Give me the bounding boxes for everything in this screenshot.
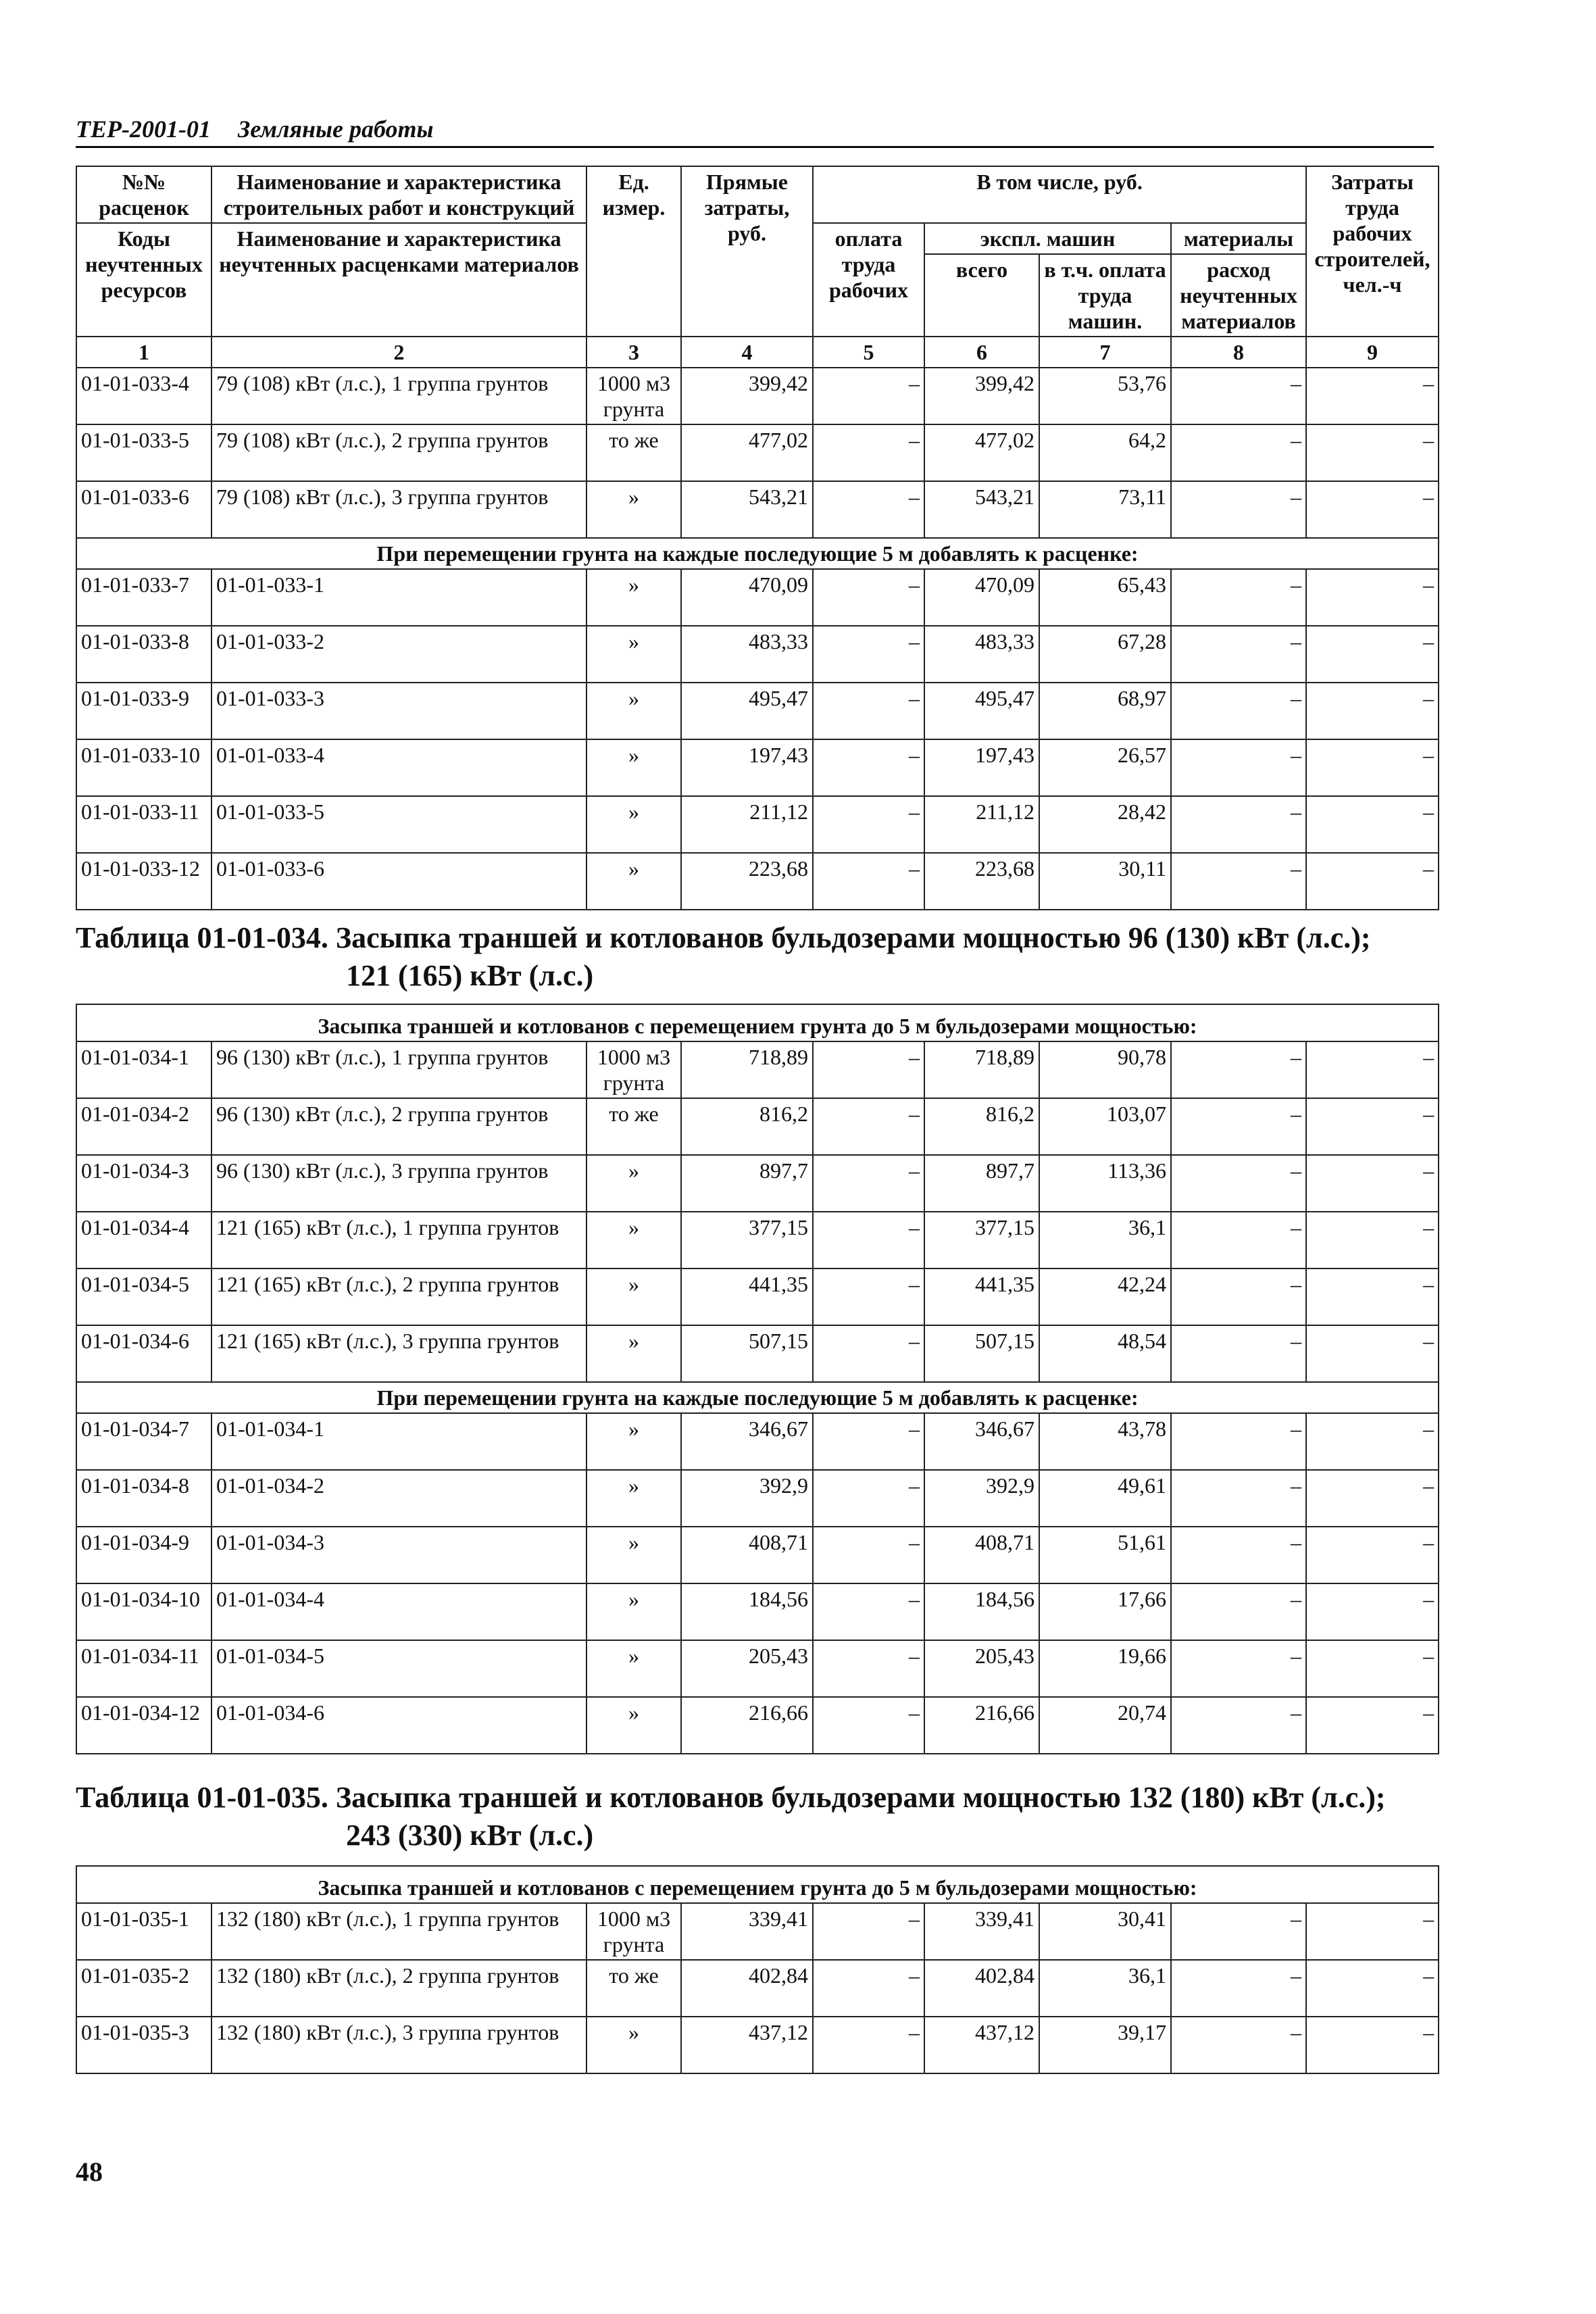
col9-header: Затраты труда рабочих строителей, чел.-ч xyxy=(1306,166,1439,337)
direct-cost: 216,66 xyxy=(681,1697,813,1754)
rate-code: 01-01-034-6 xyxy=(76,1325,211,1382)
worker-wages: – xyxy=(813,1041,924,1098)
table-034-caption xyxy=(76,919,1438,995)
labor-cost: – xyxy=(1306,1960,1439,2017)
worker-wages: – xyxy=(813,368,924,424)
table-row xyxy=(76,683,1439,739)
rate-code: 01-01-034-9 xyxy=(76,1527,211,1583)
col2-bottom-header: Наименование и характеристика неучтенных расценками материалов xyxy=(211,223,587,337)
unaccounted-materials: – xyxy=(1171,1041,1306,1098)
table-row xyxy=(76,739,1439,796)
table-row xyxy=(76,1583,1439,1640)
labor-cost: – xyxy=(1306,368,1439,424)
work-name: 79 (108) кВт (л.с.), 1 группа грунтов xyxy=(211,368,587,424)
direct-cost: 441,35 xyxy=(681,1269,813,1325)
machine-operator-wages: 73,11 xyxy=(1039,481,1171,538)
unaccounted-materials: – xyxy=(1171,1697,1306,1754)
direct-cost: 402,84 xyxy=(681,1960,813,2017)
machine-cost-total: 437,12 xyxy=(924,2017,1039,2073)
work-name: 96 (130) кВт (л.с.), 1 группа грунтов xyxy=(211,1041,587,1098)
unit-of-measure: » xyxy=(587,569,681,626)
machine-operator-wages: 30,11 xyxy=(1039,853,1171,910)
unaccounted-materials: – xyxy=(1171,1325,1306,1382)
rate-code: 01-01-034-4 xyxy=(76,1212,211,1269)
section-heading: Засыпка траншей и котлованов с перемещением грунта до 5 м бульдозерами мощностью: xyxy=(76,1004,1439,1041)
table-row xyxy=(76,1269,1439,1325)
table-row xyxy=(76,796,1439,853)
table-row xyxy=(76,569,1439,626)
machine-operator-wages: 103,07 xyxy=(1039,1098,1171,1155)
machine-operator-wages: 26,57 xyxy=(1039,739,1171,796)
machine-cost-total: 205,43 xyxy=(924,1640,1039,1697)
table-row xyxy=(76,1960,1439,2017)
caption-line-1: Таблица 01-01-035. Засыпка траншей и котлованов бульдозерами мощностью 132 (180) кВт (л.с.); xyxy=(76,1781,1386,1814)
col8-header: расход неучтенных материалов xyxy=(1171,254,1306,337)
work-name: 01-01-034-4 xyxy=(211,1583,587,1640)
column-number: 6 xyxy=(924,337,1039,368)
rate-code: 01-01-033-6 xyxy=(76,481,211,538)
work-name: 01-01-033-5 xyxy=(211,796,587,853)
labor-cost: – xyxy=(1306,739,1439,796)
worker-wages: – xyxy=(813,1212,924,1269)
work-name: 01-01-034-3 xyxy=(211,1527,587,1583)
machine-cost-total: 718,89 xyxy=(924,1041,1039,1098)
unit-of-measure: » xyxy=(587,1325,681,1382)
document-section-title: Земляные работы xyxy=(237,116,434,143)
column-number-row xyxy=(76,337,1439,368)
labor-cost: – xyxy=(1306,1155,1439,1212)
column-number: 9 xyxy=(1306,337,1439,368)
work-name: 132 (180) кВт (л.с.), 3 группа грунтов xyxy=(211,2017,587,2073)
worker-wages: – xyxy=(813,1527,924,1583)
worker-wages: – xyxy=(813,853,924,910)
rates-table-034 xyxy=(76,1004,1439,1754)
machine-cost-total: 408,71 xyxy=(924,1527,1039,1583)
col7-header: в т.ч. оплата труда машин. xyxy=(1039,254,1171,337)
work-name: 121 (165) кВт (л.с.), 3 группа грунтов xyxy=(211,1325,587,1382)
unit-of-measure: » xyxy=(587,853,681,910)
table-row xyxy=(76,1470,1439,1527)
worker-wages: – xyxy=(813,1098,924,1155)
labor-cost: – xyxy=(1306,853,1439,910)
unit-of-measure: то же xyxy=(587,1960,681,2017)
table-row xyxy=(76,1413,1439,1470)
machine-cost-total: 477,02 xyxy=(924,424,1039,481)
unit-of-measure: » xyxy=(587,1583,681,1640)
unaccounted-materials: – xyxy=(1171,1413,1306,1470)
machine-operator-wages: 68,97 xyxy=(1039,683,1171,739)
unaccounted-materials: – xyxy=(1171,1903,1306,1960)
rate-code: 01-01-034-3 xyxy=(76,1155,211,1212)
direct-cost: 184,56 xyxy=(681,1583,813,1640)
machine-cost-total: 377,15 xyxy=(924,1212,1039,1269)
worker-wages: – xyxy=(813,2017,924,2073)
rate-code: 01-01-035-1 xyxy=(76,1903,211,1960)
work-name: 96 (130) кВт (л.с.), 2 группа грунтов xyxy=(211,1098,587,1155)
direct-cost: 346,67 xyxy=(681,1413,813,1470)
unit-of-measure: то же xyxy=(587,1098,681,1155)
worker-wages: – xyxy=(813,1155,924,1212)
machine-cost-total: 216,66 xyxy=(924,1697,1039,1754)
direct-cost: 483,33 xyxy=(681,626,813,683)
unaccounted-materials: – xyxy=(1171,683,1306,739)
machine-cost-total: 816,2 xyxy=(924,1098,1039,1155)
col1-top-header: №№ расценок xyxy=(76,166,211,223)
unaccounted-materials: – xyxy=(1171,481,1306,538)
rates-table-035 xyxy=(76,1865,1439,2074)
work-name: 01-01-033-1 xyxy=(211,569,587,626)
unit-of-measure: » xyxy=(587,626,681,683)
labor-cost: – xyxy=(1306,1527,1439,1583)
machine-cost-total: 483,33 xyxy=(924,626,1039,683)
unaccounted-materials: – xyxy=(1171,2017,1306,2073)
unaccounted-materials: – xyxy=(1171,368,1306,424)
work-name: 132 (180) кВт (л.с.), 1 группа грунтов xyxy=(211,1903,587,1960)
rate-code: 01-01-033-4 xyxy=(76,368,211,424)
table-row xyxy=(76,1640,1439,1697)
direct-cost: 543,21 xyxy=(681,481,813,538)
direct-cost: 392,9 xyxy=(681,1470,813,1527)
direct-cost: 437,12 xyxy=(681,2017,813,2073)
work-name: 01-01-034-2 xyxy=(211,1470,587,1527)
direct-cost: 816,2 xyxy=(681,1098,813,1155)
direct-cost: 211,12 xyxy=(681,796,813,853)
labor-cost: – xyxy=(1306,1903,1439,1960)
column-number: 1 xyxy=(76,337,211,368)
direct-cost: 495,47 xyxy=(681,683,813,739)
machine-operator-wages: 90,78 xyxy=(1039,1041,1171,1098)
direct-cost: 197,43 xyxy=(681,739,813,796)
direct-cost: 205,43 xyxy=(681,1640,813,1697)
rates-table-033 xyxy=(76,166,1439,910)
worker-wages: – xyxy=(813,796,924,853)
rate-code: 01-01-034-10 xyxy=(76,1583,211,1640)
machine-cost-total: 897,7 xyxy=(924,1155,1039,1212)
unit-of-measure: » xyxy=(587,683,681,739)
table-row xyxy=(76,1212,1439,1269)
unit-of-measure: » xyxy=(587,1155,681,1212)
machine-operator-wages: 53,76 xyxy=(1039,368,1171,424)
direct-cost: 399,42 xyxy=(681,368,813,424)
work-name: 01-01-034-5 xyxy=(211,1640,587,1697)
materials-header: материалы xyxy=(1171,223,1306,254)
work-name: 132 (180) кВт (л.с.), 2 группа грунтов xyxy=(211,1960,587,2017)
machine-cost-total: 223,68 xyxy=(924,853,1039,910)
unaccounted-materials: – xyxy=(1171,1098,1306,1155)
rate-code: 01-01-034-5 xyxy=(76,1269,211,1325)
machine-operator-wages: 65,43 xyxy=(1039,569,1171,626)
unaccounted-materials: – xyxy=(1171,424,1306,481)
machine-operator-wages: 17,66 xyxy=(1039,1583,1171,1640)
work-name: 96 (130) кВт (л.с.), 3 группа грунтов xyxy=(211,1155,587,1212)
col5-header: оплата труда рабочих xyxy=(813,223,924,337)
worker-wages: – xyxy=(813,424,924,481)
machine-operator-wages: 64,2 xyxy=(1039,424,1171,481)
unaccounted-materials: – xyxy=(1171,1212,1306,1269)
unaccounted-materials: – xyxy=(1171,626,1306,683)
unit-of-measure: » xyxy=(587,1470,681,1527)
table-row xyxy=(76,1697,1439,1754)
table-row xyxy=(76,1155,1439,1212)
direct-cost: 718,89 xyxy=(681,1041,813,1098)
machine-cost-total: 507,15 xyxy=(924,1325,1039,1382)
unit-of-measure: » xyxy=(587,796,681,853)
table-row xyxy=(76,1098,1439,1155)
col6-header: всего xyxy=(924,254,1039,337)
direct-cost: 477,02 xyxy=(681,424,813,481)
machine-cost-total: 402,84 xyxy=(924,1960,1039,2017)
work-name: 01-01-033-6 xyxy=(211,853,587,910)
unaccounted-materials: – xyxy=(1171,1527,1306,1583)
unit-of-measure: » xyxy=(587,1640,681,1697)
table-035-caption xyxy=(76,1779,1438,1854)
worker-wages: – xyxy=(813,1583,924,1640)
labor-cost: – xyxy=(1306,1583,1439,1640)
machine-operator-wages: 49,61 xyxy=(1039,1470,1171,1527)
machine-cost-total: 211,12 xyxy=(924,796,1039,853)
direct-cost: 223,68 xyxy=(681,853,813,910)
labor-cost: – xyxy=(1306,1697,1439,1754)
labor-cost: – xyxy=(1306,683,1439,739)
page-number: 48 xyxy=(76,2157,103,2187)
labor-cost: – xyxy=(1306,796,1439,853)
caption-line-1: Таблица 01-01-034. Засыпка траншей и котлованов бульдозерами мощностью 96 (130) кВт (л.с.); xyxy=(76,921,1371,954)
machine-operator-wages: 51,61 xyxy=(1039,1527,1171,1583)
unit-of-measure: » xyxy=(587,1527,681,1583)
worker-wages: – xyxy=(813,1325,924,1382)
machine-operator-wages: 28,42 xyxy=(1039,796,1171,853)
machine-operator-wages: 36,1 xyxy=(1039,1212,1171,1269)
direct-cost: 339,41 xyxy=(681,1903,813,1960)
machine-cost-total: 392,9 xyxy=(924,1470,1039,1527)
labor-cost: – xyxy=(1306,1098,1439,1155)
unit-of-measure: » xyxy=(587,1212,681,1269)
labor-cost: – xyxy=(1306,569,1439,626)
col4-header: Прямые затраты, руб. xyxy=(681,166,813,337)
worker-wages: – xyxy=(813,739,924,796)
machine-operator-wages: 67,28 xyxy=(1039,626,1171,683)
worker-wages: – xyxy=(813,481,924,538)
col2-top-header: Наименование и характеристика строительных работ и конструкций xyxy=(211,166,587,223)
labor-cost: – xyxy=(1306,1325,1439,1382)
rate-code: 01-01-033-9 xyxy=(76,683,211,739)
machine-operator-wages: 39,17 xyxy=(1039,2017,1171,2073)
unaccounted-materials: – xyxy=(1171,1269,1306,1325)
direct-cost: 507,15 xyxy=(681,1325,813,1382)
group-header: В том числе, руб. xyxy=(813,166,1306,223)
rate-code: 01-01-034-7 xyxy=(76,1413,211,1470)
work-name: 01-01-033-2 xyxy=(211,626,587,683)
column-number: 7 xyxy=(1039,337,1171,368)
unaccounted-materials: – xyxy=(1171,739,1306,796)
worker-wages: – xyxy=(813,626,924,683)
unaccounted-materials: – xyxy=(1171,1640,1306,1697)
unit-of-measure: 1000 м3 грунта xyxy=(587,1041,681,1098)
direct-cost: 897,7 xyxy=(681,1155,813,1212)
table-row xyxy=(76,853,1439,910)
machine-operator-wages: 43,78 xyxy=(1039,1413,1171,1470)
column-number: 2 xyxy=(211,337,587,368)
col3-header: Ед. измер. xyxy=(587,166,681,337)
unaccounted-materials: – xyxy=(1171,569,1306,626)
unaccounted-materials: – xyxy=(1171,1470,1306,1527)
worker-wages: – xyxy=(813,569,924,626)
column-number: 5 xyxy=(813,337,924,368)
labor-cost: – xyxy=(1306,1041,1439,1098)
table-row xyxy=(76,1041,1439,1098)
unaccounted-materials: – xyxy=(1171,1155,1306,1212)
unit-of-measure: то же xyxy=(587,424,681,481)
unaccounted-materials: – xyxy=(1171,1583,1306,1640)
rate-code: 01-01-033-11 xyxy=(76,796,211,853)
labor-cost: – xyxy=(1306,1640,1439,1697)
rate-code: 01-01-033-8 xyxy=(76,626,211,683)
machine-operator-wages: 36,1 xyxy=(1039,1960,1171,2017)
direct-cost: 408,71 xyxy=(681,1527,813,1583)
table-row xyxy=(76,481,1439,538)
unit-of-measure: 1000 м3 грунта xyxy=(587,368,681,424)
column-number: 8 xyxy=(1171,337,1306,368)
labor-cost: – xyxy=(1306,424,1439,481)
labor-cost: – xyxy=(1306,1212,1439,1269)
col1-bottom-header: Коды неучтенных ресурсов xyxy=(76,223,211,337)
add-per-5m-note: При перемещении грунта на каждые последующие 5 м добавлять к расценке: xyxy=(76,1382,1439,1413)
rate-code: 01-01-033-7 xyxy=(76,569,211,626)
worker-wages: – xyxy=(813,1903,924,1960)
machine-cost-total: 470,09 xyxy=(924,569,1039,626)
document-code: ТЕР-2001-01 xyxy=(76,116,211,143)
machine-operator-wages: 113,36 xyxy=(1039,1155,1171,1212)
table-row xyxy=(76,2017,1439,2073)
add-per-5m-note: При перемещении грунта на каждые последующие 5 м добавлять к расценке: xyxy=(76,538,1439,569)
unit-of-measure: 1000 м3 грунта xyxy=(587,1903,681,1960)
worker-wages: – xyxy=(813,1697,924,1754)
column-number: 3 xyxy=(587,337,681,368)
labor-cost: – xyxy=(1306,481,1439,538)
worker-wages: – xyxy=(813,1470,924,1527)
caption-line-2: 121 (165) кВт (л.с.) xyxy=(346,959,594,992)
worker-wages: – xyxy=(813,1269,924,1325)
machine-cost-total: 495,47 xyxy=(924,683,1039,739)
machine-cost-total: 197,43 xyxy=(924,739,1039,796)
unit-of-measure: » xyxy=(587,1697,681,1754)
work-name: 79 (108) кВт (л.с.), 3 группа грунтов xyxy=(211,481,587,538)
table-row xyxy=(76,424,1439,481)
table-row xyxy=(76,368,1439,424)
work-name: 01-01-034-1 xyxy=(211,1413,587,1470)
machine-cost-total: 339,41 xyxy=(924,1903,1039,1960)
table-row xyxy=(76,1325,1439,1382)
work-name: 121 (165) кВт (л.с.), 2 группа грунтов xyxy=(211,1269,587,1325)
unaccounted-materials: – xyxy=(1171,853,1306,910)
labor-cost: – xyxy=(1306,626,1439,683)
labor-cost: – xyxy=(1306,1470,1439,1527)
rate-code: 01-01-034-11 xyxy=(76,1640,211,1697)
table-row xyxy=(76,626,1439,683)
work-name: 01-01-033-4 xyxy=(211,739,587,796)
rate-code: 01-01-034-8 xyxy=(76,1470,211,1527)
unit-of-measure: » xyxy=(587,481,681,538)
machine-operator-wages: 19,66 xyxy=(1039,1640,1171,1697)
rate-code: 01-01-034-12 xyxy=(76,1697,211,1754)
labor-cost: – xyxy=(1306,2017,1439,2073)
worker-wages: – xyxy=(813,1960,924,2017)
rate-code: 01-01-035-2 xyxy=(76,1960,211,2017)
machine-operator-wages: 30,41 xyxy=(1039,1903,1171,1960)
unaccounted-materials: – xyxy=(1171,1960,1306,2017)
rate-code: 01-01-033-12 xyxy=(76,853,211,910)
work-name: 121 (165) кВт (л.с.), 1 группа грунтов xyxy=(211,1212,587,1269)
column-number: 4 xyxy=(681,337,813,368)
work-name: 79 (108) кВт (л.с.), 2 группа грунтов xyxy=(211,424,587,481)
table-row xyxy=(76,1903,1439,1960)
unit-of-measure: » xyxy=(587,739,681,796)
caption-line-2: 243 (330) кВт (л.с.) xyxy=(346,1819,594,1852)
labor-cost: – xyxy=(1306,1413,1439,1470)
table-row xyxy=(76,1527,1439,1583)
work-name: 01-01-034-6 xyxy=(211,1697,587,1754)
work-name: 01-01-033-3 xyxy=(211,683,587,739)
machine-cost-total: 441,35 xyxy=(924,1269,1039,1325)
rate-code: 01-01-033-5 xyxy=(76,424,211,481)
section-heading: Засыпка траншей и котлованов с перемещением грунта до 5 м бульдозерами мощностью: xyxy=(76,1866,1439,1903)
direct-cost: 377,15 xyxy=(681,1212,813,1269)
rate-code: 01-01-034-1 xyxy=(76,1041,211,1098)
machine-cost-total: 543,21 xyxy=(924,481,1039,538)
machine-cost-total: 184,56 xyxy=(924,1583,1039,1640)
machine-operator-wages: 42,24 xyxy=(1039,1269,1171,1325)
unit-of-measure: » xyxy=(587,1269,681,1325)
machine-cost-total: 346,67 xyxy=(924,1413,1039,1470)
labor-cost: – xyxy=(1306,1269,1439,1325)
worker-wages: – xyxy=(813,683,924,739)
machine-operator-wages: 20,74 xyxy=(1039,1697,1171,1754)
worker-wages: – xyxy=(813,1413,924,1470)
machine-operator-wages: 48,54 xyxy=(1039,1325,1171,1382)
unit-of-measure: » xyxy=(587,2017,681,2073)
direct-cost: 470,09 xyxy=(681,569,813,626)
machine-cost-total: 399,42 xyxy=(924,368,1039,424)
rate-code: 01-01-033-10 xyxy=(76,739,211,796)
worker-wages: – xyxy=(813,1640,924,1697)
machines-header: экспл. машин xyxy=(924,223,1171,254)
rate-code: 01-01-034-2 xyxy=(76,1098,211,1155)
page-header xyxy=(76,115,1434,148)
unit-of-measure: » xyxy=(587,1413,681,1470)
unaccounted-materials: – xyxy=(1171,796,1306,853)
rate-code: 01-01-035-3 xyxy=(76,2017,211,2073)
